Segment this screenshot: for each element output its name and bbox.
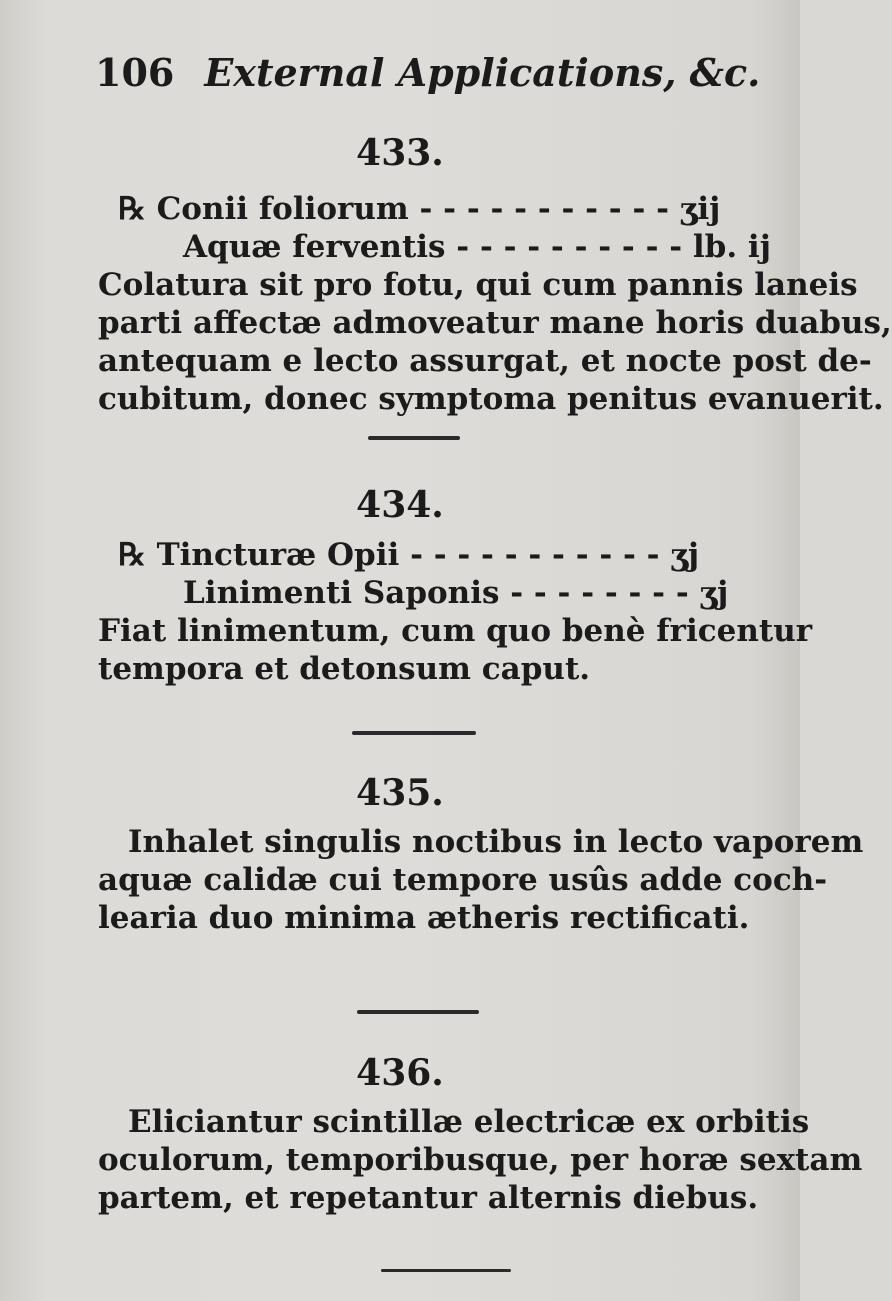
prescription-line: Aquæ ferventis - - - - - - - - - - lb. ij xyxy=(183,229,771,265)
section-number-436: 436. xyxy=(356,1052,444,1094)
text-line: cubitum, donec symptoma penitus evanuerit. xyxy=(98,381,884,417)
text-line: learia duo minima ætheris rectificati. xyxy=(98,900,750,936)
text-line: tempora et detonsum caput. xyxy=(98,651,591,687)
section-number-435: 435. xyxy=(356,772,444,814)
section-divider xyxy=(352,731,476,735)
page-number: 106 xyxy=(95,50,175,95)
running-title: External Applications, &c. xyxy=(204,50,761,95)
text-line: parti affectæ admoveatur mane horis duabus, xyxy=(98,305,892,341)
text-line: aquæ calidæ cui tempore usûs adde coch- xyxy=(98,862,828,898)
page-header xyxy=(95,50,761,110)
text-line: Colatura sit pro fotu, qui cum pannis laneis xyxy=(98,267,858,303)
text-line: Inhalet singulis noctibus in lecto vaporem xyxy=(128,824,864,860)
section-number-433: 433. xyxy=(356,132,444,174)
section-divider xyxy=(368,436,460,440)
section-number-434: 434. xyxy=(356,484,444,526)
prescription-line: Linimenti Saponis - - - - - - - - ʒj xyxy=(183,575,729,611)
section-divider xyxy=(357,1010,479,1014)
prescription-line: ℞ Conii foliorum - - - - - - - - - - - ʒij xyxy=(118,191,721,227)
text-line: Fiat linimentum, cum quo benè fricentur xyxy=(98,613,813,649)
prescription-line: ℞ Tincturæ Opii - - - - - - - - - - - ʒj xyxy=(118,537,700,573)
text-line: Eliciantur scintillæ electricæ ex orbitis xyxy=(128,1104,810,1140)
text-line: partem, et repetantur alternis diebus. xyxy=(98,1180,759,1216)
text-line: antequam e lecto assurgat, et nocte post de- xyxy=(98,343,872,379)
section-divider xyxy=(381,1269,511,1272)
text-line: oculorum, temporibusque, per horæ sextam xyxy=(98,1142,863,1178)
